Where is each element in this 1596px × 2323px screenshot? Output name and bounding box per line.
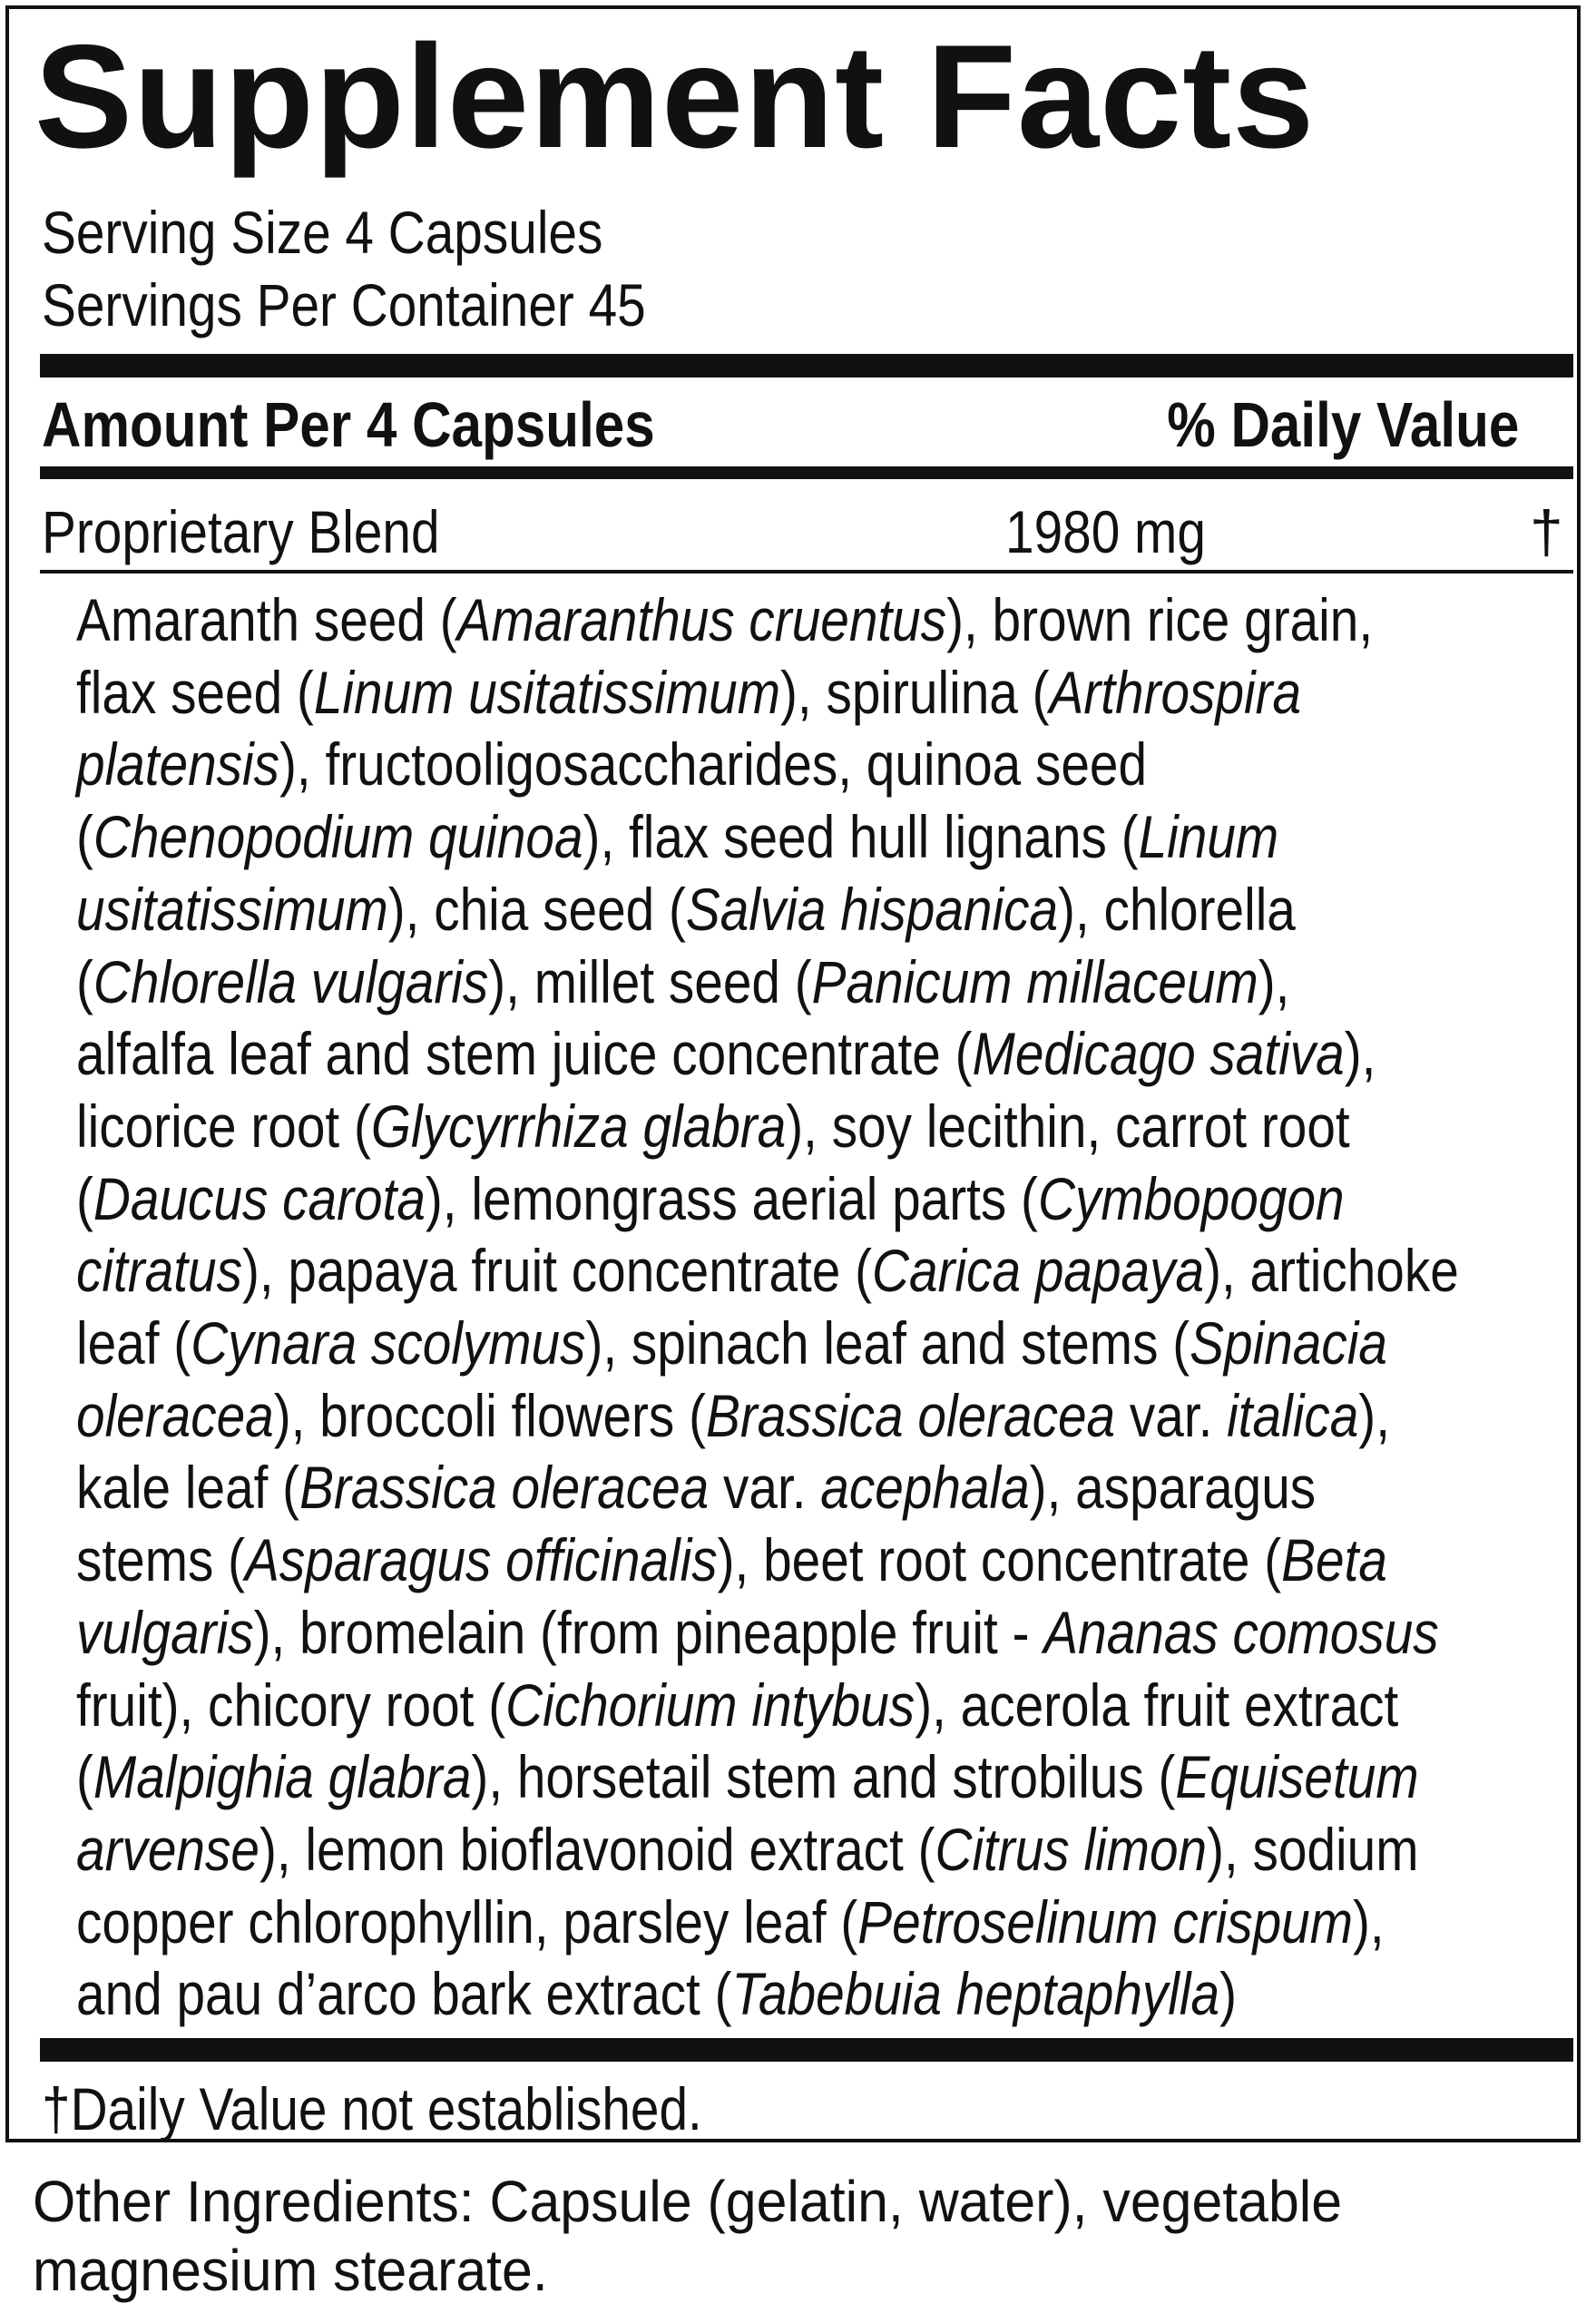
ingredient-text: ), spinach leaf and stems ( bbox=[585, 1309, 1190, 1377]
ingredient-text: ( bbox=[76, 803, 93, 871]
other-ingredients-line: Other Ingredients: Capsule (gelatin, water), vegetable bbox=[33, 2169, 1343, 2234]
ingredient-line bbox=[76, 1308, 1559, 1380]
ingredient-line bbox=[76, 1597, 1559, 1670]
botanical-name: Linum usitatissimum bbox=[313, 658, 781, 726]
botanical-name: Chenopodium quinoa bbox=[93, 803, 583, 871]
ingredient-text: ( bbox=[76, 1743, 93, 1811]
thin-divider bbox=[40, 570, 1573, 573]
daily-value-footnote: †Daily Value not established. bbox=[42, 2075, 702, 2142]
botanical-name: Petroselinum crispum bbox=[857, 1887, 1354, 1955]
ingredient-text: ), horsetail stem and strobilus ( bbox=[471, 1743, 1176, 1811]
botanical-name: Equisetum bbox=[1175, 1743, 1419, 1811]
proprietary-blend-daily-value: † bbox=[1530, 498, 1563, 565]
ingredient-line bbox=[76, 1380, 1559, 1453]
botanical-name: Panicum millaceum bbox=[811, 947, 1258, 1015]
ingredient-line bbox=[76, 1235, 1559, 1308]
ingredient-line bbox=[76, 801, 1559, 874]
botanical-name: Malpighia glabra bbox=[93, 1743, 472, 1811]
ingredient-line bbox=[76, 657, 1559, 730]
ingredient-line bbox=[76, 1814, 1559, 1887]
ingredient-text: ), fructooligosaccharides, quinoa seed bbox=[279, 730, 1148, 799]
ingredient-text: alfalfa leaf and stem juice concentrate ( bbox=[76, 1020, 973, 1088]
botanical-name: platensis bbox=[76, 730, 280, 799]
botanical-name: Brassica oleracea bbox=[705, 1381, 1116, 1449]
botanical-name: Salvia hispanica bbox=[685, 875, 1059, 943]
ingredient-line bbox=[76, 1524, 1559, 1597]
botanical-name: italica bbox=[1227, 1381, 1359, 1449]
ingredient-text: stems ( bbox=[76, 1526, 246, 1594]
botanical-name: Cymbopogon bbox=[1037, 1164, 1345, 1232]
ingredient-text: and pau d’arco bark extract ( bbox=[76, 1960, 732, 2028]
ingredient-text: ), spirulina ( bbox=[780, 658, 1050, 726]
botanical-name: acephala bbox=[820, 1454, 1030, 1522]
medium-divider bbox=[40, 466, 1573, 479]
ingredient-line bbox=[76, 1452, 1559, 1524]
botanical-name: Asparagus officinalis bbox=[245, 1526, 718, 1594]
thick-divider-bottom bbox=[40, 2038, 1573, 2062]
ingredient-text: ), broccoli flowers ( bbox=[273, 1381, 706, 1449]
ingredient-text: ), papaya fruit concentrate ( bbox=[241, 1237, 873, 1305]
ingredient-text: copper chlorophyllin, parsley leaf ( bbox=[76, 1887, 858, 1955]
ingredient-text: ), artichoke bbox=[1204, 1237, 1459, 1305]
ingredient-text: ), asparagus bbox=[1029, 1454, 1317, 1522]
botanical-name: Daucus carota bbox=[93, 1164, 426, 1232]
ingredient-text: var. bbox=[1115, 1381, 1228, 1449]
ingredient-text: ), beet root concentrate ( bbox=[717, 1526, 1282, 1594]
botanical-name: vulgaris bbox=[76, 1598, 254, 1666]
ingredient-text: ), bbox=[1353, 1887, 1385, 1955]
ingredient-text: ), lemongrass aerial parts ( bbox=[425, 1164, 1038, 1232]
other-ingredients-line: magnesium stearate. bbox=[33, 2238, 548, 2303]
ingredient-line bbox=[76, 1091, 1559, 1163]
botanical-name: Carica papaya bbox=[872, 1237, 1205, 1305]
ingredient-text: ), chlorella bbox=[1058, 875, 1296, 943]
other-ingredients bbox=[33, 2167, 1342, 2305]
ingredient-line bbox=[76, 1887, 1559, 1959]
proprietary-blend-name: Proprietary Blend bbox=[42, 498, 440, 565]
ingredient-text: Amaranth seed ( bbox=[76, 586, 457, 653]
ingredient-text: var. bbox=[709, 1454, 821, 1522]
ingredient-text: ), bromelain (from pineapple fruit - bbox=[253, 1598, 1044, 1666]
ingredient-line bbox=[76, 1163, 1559, 1236]
supplement-facts-panel bbox=[5, 5, 1581, 2142]
ingredient-text: ), acerola fruit extract bbox=[915, 1671, 1399, 1739]
ingredient-text: ), flax seed hull lignans ( bbox=[583, 803, 1139, 871]
daily-value-header: % Daily Value bbox=[1166, 389, 1519, 460]
ingredient-text: ), bbox=[1344, 1020, 1376, 1088]
botanical-name: Ananas comosus bbox=[1043, 1598, 1439, 1666]
botanical-name: oleracea bbox=[76, 1381, 274, 1449]
botanical-name: Chlorella vulgaris bbox=[93, 947, 489, 1015]
ingredient-text: ) bbox=[1219, 1960, 1238, 2028]
ingredient-text: fruit), chicory root ( bbox=[76, 1671, 506, 1739]
botanical-name: Glycyrrhiza glabra bbox=[370, 1092, 787, 1160]
serving-size: Serving Size 4 Capsules bbox=[42, 199, 603, 266]
ingredient-line bbox=[76, 1958, 1559, 2031]
ingredient-text: ( bbox=[76, 1164, 93, 1232]
ingredient-text: ), sodium bbox=[1207, 1815, 1419, 1883]
botanical-name: Arthrospira bbox=[1049, 658, 1302, 726]
botanical-name: citratus bbox=[76, 1237, 242, 1305]
ingredient-line bbox=[76, 584, 1559, 657]
botanical-name: Amaranthus cruentus bbox=[456, 586, 947, 653]
botanical-name: usitatissimum bbox=[76, 875, 388, 943]
ingredient-line bbox=[76, 946, 1559, 1019]
botanical-name: Cynara scolymus bbox=[191, 1309, 586, 1377]
ingredient-line bbox=[76, 1670, 1559, 1742]
ingredient-text: leaf ( bbox=[76, 1309, 191, 1377]
ingredient-text: ), brown rice grain, bbox=[946, 586, 1374, 653]
servings-per-container: Servings Per Container 45 bbox=[42, 271, 646, 338]
ingredient-text: ), soy lecithin, carrot root bbox=[786, 1092, 1350, 1160]
ingredient-text: ), bbox=[1258, 947, 1290, 1015]
ingredient-line bbox=[76, 729, 1559, 801]
ingredient-text: ), lemon bioflavonoid extract ( bbox=[259, 1815, 935, 1883]
botanical-name: Medicago sativa bbox=[972, 1020, 1345, 1088]
botanical-name: Beta bbox=[1281, 1526, 1387, 1594]
ingredient-text: licorice root ( bbox=[76, 1092, 371, 1160]
botanical-name: Citrus limon bbox=[935, 1815, 1208, 1883]
botanical-name: Linum bbox=[1138, 803, 1279, 871]
ingredient-text: ), chia seed ( bbox=[387, 875, 686, 943]
amount-per-serving-header: Amount Per 4 Capsules bbox=[42, 389, 655, 460]
ingredient-text: ( bbox=[76, 947, 93, 1015]
ingredient-text: ), bbox=[1358, 1381, 1390, 1449]
ingredient-line bbox=[76, 1741, 1559, 1814]
botanical-name: Tabebuia heptaphylla bbox=[731, 1960, 1220, 2028]
botanical-name: arvense bbox=[76, 1815, 259, 1883]
botanical-name: Spinacia bbox=[1190, 1309, 1387, 1377]
ingredient-text: ), millet seed ( bbox=[488, 947, 812, 1015]
botanical-name: Brassica oleracea bbox=[299, 1454, 710, 1522]
proprietary-blend-amount: 1980 mg bbox=[1005, 498, 1206, 565]
botanical-name: Cichorium intybus bbox=[505, 1671, 915, 1739]
ingredient-list bbox=[76, 584, 1559, 2031]
panel-title: Supplement Facts bbox=[34, 15, 1316, 179]
ingredient-line bbox=[76, 1018, 1559, 1091]
thick-divider-top bbox=[40, 354, 1573, 377]
ingredient-text: flax seed ( bbox=[76, 658, 314, 726]
ingredient-line bbox=[76, 874, 1559, 946]
ingredient-text: kale leaf ( bbox=[76, 1454, 300, 1522]
